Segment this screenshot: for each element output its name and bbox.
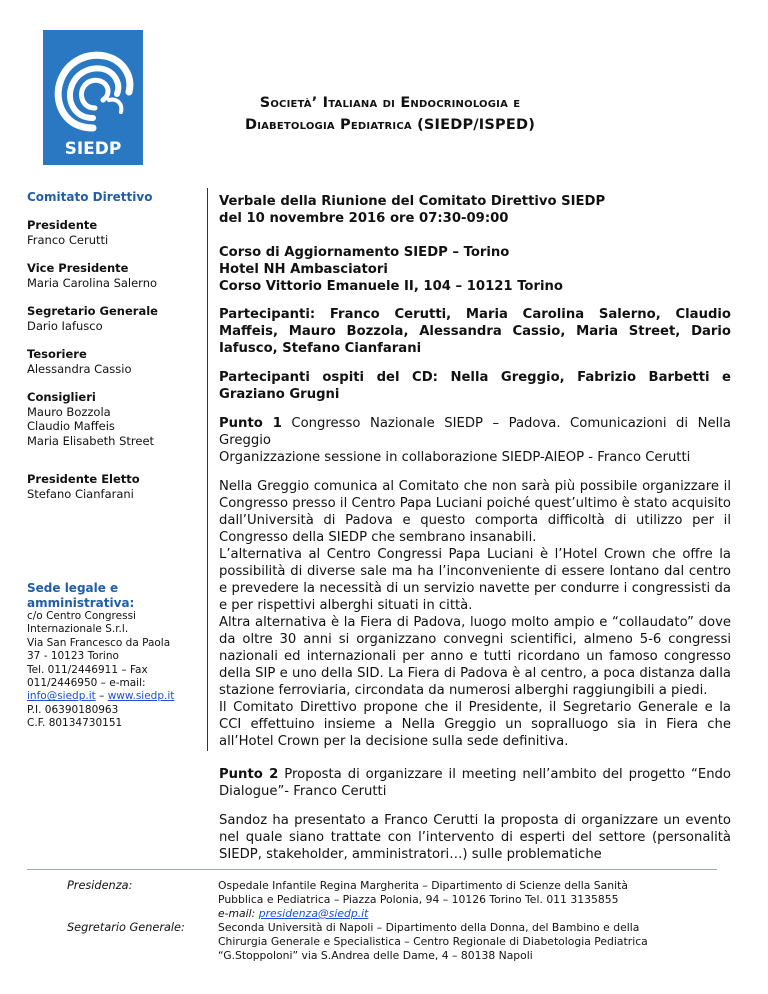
presidente-name: Franco Cerutti <box>27 232 109 247</box>
footer-line: Chirurgia Generale e Specialistica – Centro Regionale di Diabetologia Pediatrica <box>218 935 648 948</box>
address-line: Internazionale S.r.l. <box>27 623 129 636</box>
punto1-text: Congresso Nazionale SIEDP – Padova. Comunicazioni di Nella Greggio <box>219 416 731 448</box>
codice-fiscale: C.F. 80134730151 <box>27 717 123 730</box>
corso-line1: Corso di Aggiornamento SIEDP – Torino <box>219 245 510 260</box>
email-separator: – <box>95 690 108 703</box>
society-title-line2 <box>150 114 630 136</box>
contact-links <box>27 690 174 703</box>
punto2-heading <box>219 766 731 800</box>
sede-title-line1: Sede legale e <box>27 581 119 595</box>
punto1-line2: Organizzazione sessione in collaborazione SIEDP-AIEOP - Franco Cerutti <box>219 450 691 465</box>
segretario-label: Segretario Generale: <box>67 921 185 934</box>
logo-text: SIEDP <box>64 139 122 159</box>
sede-address <box>27 610 174 731</box>
website-link[interactable]: www.siedp.it <box>107 690 175 703</box>
paragraph: Nella Greggio comunica al Comitato che non sarà più possibile organizzare il Congresso presso il Centro Papa Luciani poiché quest’ultimo è stato acquisito dall’Università di Padova e questo comporta difficoltà di utilizzo per il Congresso della SIEDP che sembrano insanabili. <box>219 479 731 545</box>
consigliere-name: Claudio Maffeis <box>27 419 115 433</box>
address-line: Via San Francesco da Paola <box>27 636 171 649</box>
punto1-label: Punto 1 <box>219 416 282 431</box>
segretario-name: Dario Iafusco <box>27 318 103 333</box>
verbale-title <box>219 193 731 227</box>
punto2-body: Sandoz ha presentato a Franco Cerutti la proposta di organizzare un evento nel quale siano trattate con l’intervento di esperti del settore (personalità SIEDP, stakeholder, amministratori…) sulle problematiche <box>219 813 731 862</box>
vice-name: Maria Carolina Salerno <box>27 275 158 290</box>
partecipanti: Partecipanti: Franco Cerutti, Maria Carolina Salerno, Claudio Maffeis, Mauro Bozzola, Alessandra Cassio, Maria Street, Dario Iafusco, Stefano Cianfarani <box>219 307 731 356</box>
tesoriere-block <box>27 347 131 376</box>
paragraph: L’alternativa al Centro Congressi Papa Luciani è l’Hotel Crown che offre la possibilità di diverse sale ma ha l’inconveniente di essere lontano dal centro e prevedere la necessità di un servizio navette per condurre i congressisti da e per rispettivi alberghi situati in città. <box>219 547 731 613</box>
footer-email-line <box>218 907 688 921</box>
address-line: c/o Centro Congressi <box>27 610 136 622</box>
eletto-block <box>27 472 140 501</box>
presidente-block <box>27 218 108 247</box>
presidenza-address <box>218 879 688 963</box>
presidente-role: Presidente <box>27 218 98 232</box>
paragraph: Il Comitato Direttivo propone che il Presidente, il Segretario Generale e la CCI effettuino insieme a Nella Greggio un sopralluogo sia in Fiera che all’Hotel Crown per la decisione sulla sede definitiva. <box>219 700 731 749</box>
society-title-abbr: (SIEDP/ISPED) <box>417 117 536 133</box>
partecipanti-ospiti: Partecipanti ospiti del CD: Nella Greggio, Fabrizio Barbetti e Graziano Grugni <box>219 370 731 402</box>
committee-title: Comitato Direttivo <box>27 190 153 204</box>
address-line: Tel. 011/2446911 – Fax <box>27 663 148 676</box>
segretario-role: Segretario Generale <box>27 304 158 318</box>
tesoriere-role: Tesoriere <box>27 347 87 361</box>
footer-line: Seconda Università di Napoli – Dipartimento della Donna, del Bambino e della <box>218 921 640 934</box>
society-title <box>150 92 630 136</box>
footer-line: Pubblica e Pediatrica – Piazza Polonia, 94 – 10126 Torino Tel. 011 3135855 <box>218 893 619 906</box>
verbale-line2: del 10 novembre 2016 ore 07:30-09:00 <box>219 211 509 226</box>
corso-block <box>219 244 731 295</box>
verbale-line1: Verbale della Riunione del Comitato Direttivo SIEDP <box>219 194 606 209</box>
corso-line3: Corso Vittorio Emanuele II, 104 – 10121 Torino <box>219 279 563 294</box>
email-link[interactable]: info@siedp.it <box>27 690 96 703</box>
eletto-role: Presidente Eletto <box>27 472 140 486</box>
sede-block <box>27 581 174 731</box>
vice-block <box>27 261 157 290</box>
siedp-logo <box>43 30 143 165</box>
piva: P.I. 06390180963 <box>27 703 119 716</box>
society-title-line1: Società’ Italiana di Endocrinologia e <box>259 95 521 111</box>
punto1-body <box>219 478 731 750</box>
consiglieri-block <box>27 390 154 448</box>
consiglieri-role: Consiglieri <box>27 390 96 404</box>
eletto-name: Stefano Cianfarani <box>27 486 134 501</box>
vice-role: Vice Presidente <box>27 261 129 275</box>
presidenza-label: Presidenza: <box>67 879 133 892</box>
footer-email-label: e-mail: <box>218 907 259 920</box>
presidenza-email-link[interactable]: presidenza@siedp.it <box>258 907 369 920</box>
footer-line: Ospedale Infantile Regina Margherita – Dipartimento di Scienze della Sanità <box>218 879 628 892</box>
sidebar-divider <box>207 188 208 751</box>
society-title-name: Diabetologia Pediatrica <box>244 117 412 133</box>
punto1-heading <box>219 415 731 466</box>
paragraph: Altra alternativa è la Fiera di Padova, luogo molto ampio e “collaudato” dove da oltre 30 anni si organizzano convegni scientifici, almeno 5-6 congressi nazionali ed internazionali per anno e tutti ricordano un famoso congresso della SIP e uno della SID. La Fiera di Padova è al centro, a poca distanza dalla stazione ferroviaria, circondata da numerosi alberghi raggiungibili a piedi. <box>219 615 731 698</box>
footer-divider <box>27 869 717 870</box>
address-line: 37 - 10123 Torino <box>27 650 119 663</box>
tesoriere-name: Alessandra Cassio <box>27 361 132 376</box>
punto2-label: Punto 2 <box>219 767 279 782</box>
segretario-block <box>27 304 158 333</box>
consigliere-name: Maria Elisabeth Street <box>27 433 155 448</box>
footer-line: “G.Stoppoloni” via S.Andrea delle Dame, 4 – 80138 Napoli <box>218 949 533 962</box>
corso-line2: Hotel NH Ambasciatori <box>219 262 388 277</box>
address-line: 011/2446950 – e-mail: <box>27 677 146 690</box>
consigliere-name: Mauro Bozzola <box>27 404 111 419</box>
sede-title-line2: amministrativa: <box>27 595 135 610</box>
siedp-logo-icon <box>43 30 143 165</box>
punto2-text: Proposta di organizzare il meeting nell’ambito del progetto “Endo Dialogue”- Franco Cerutti <box>219 767 731 799</box>
